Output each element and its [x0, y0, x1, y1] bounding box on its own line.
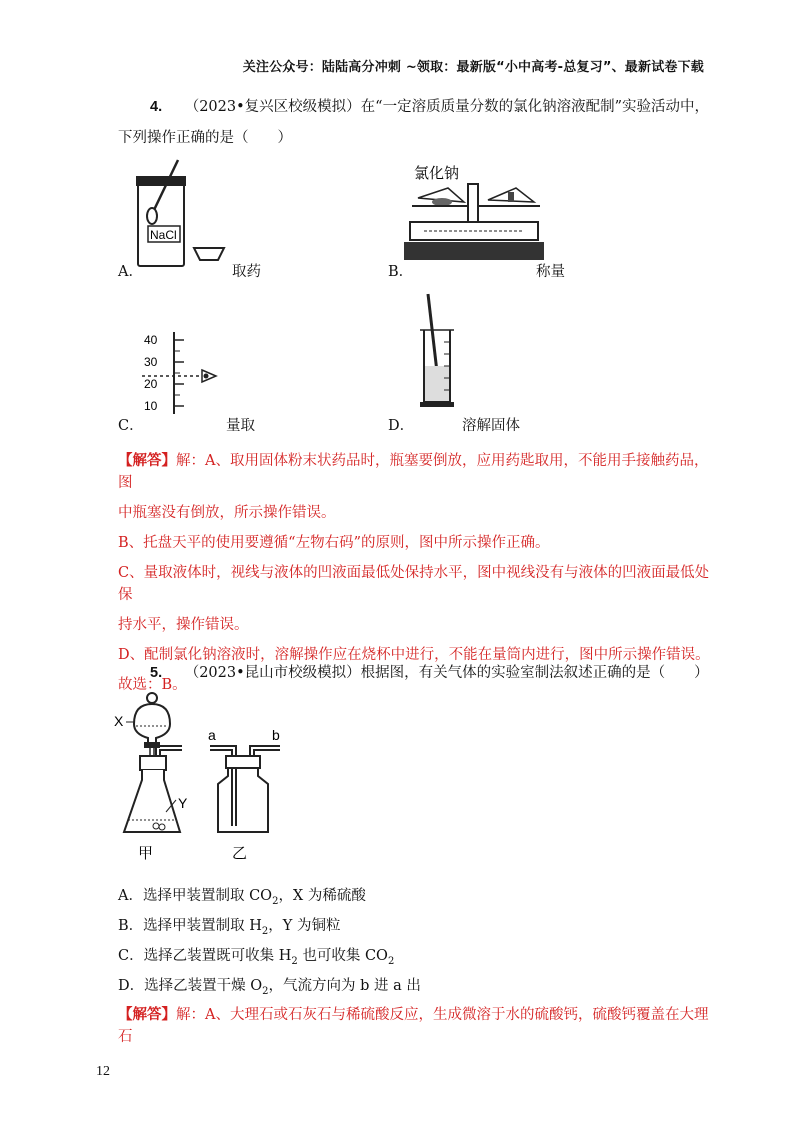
tick-label-20: 20: [144, 377, 158, 391]
bottle-neck: [136, 176, 186, 186]
q5-option-d: [118, 974, 421, 997]
option-text: C．选择乙装置既可收集 H: [118, 948, 292, 964]
q4-option-a-letter: A．: [118, 264, 143, 280]
separatory-funnel: [134, 704, 170, 746]
q5-stem-text: （2023•昆山市校级模拟）根据图，有关气体的实验室制法叙述正确的是（ ）: [184, 665, 709, 681]
option-text: B．选择甲装置制取 H: [118, 918, 262, 934]
a-label: a: [208, 727, 216, 743]
subscript: 2: [272, 895, 279, 907]
flask-stopper: [140, 756, 166, 770]
answer-line: 解：A、取用固体粉末状药品时，瓶塞要倒放，应用药匙取用，不能用手接触药品，图: [118, 453, 709, 491]
answer-line: 中瓶塞没有倒放，所示操作错误。: [118, 505, 336, 521]
conical-flask: [124, 770, 180, 832]
tick-label-40: 40: [144, 333, 158, 347]
option-text: ，X 为稀硫酸: [278, 888, 366, 904]
q4-number: 4.: [150, 99, 163, 115]
jia-label: 甲: [138, 845, 154, 862]
q5-stem: [150, 662, 709, 684]
eye-pupil: [204, 374, 209, 379]
q4-answer: [118, 450, 718, 696]
yi-label: 乙: [232, 845, 248, 862]
q4-option-d-caption: 溶解固体: [462, 418, 520, 434]
answer-line: 持水平，操作错误。: [118, 617, 249, 633]
option-text: 也可收集 CO: [297, 948, 388, 964]
q4-option-b-letter: B．: [388, 264, 414, 280]
q4-option-d-letter: D．: [388, 418, 415, 434]
q4-option-a-figure: [130, 152, 230, 270]
cylinder-base: [420, 402, 454, 407]
answer-line: C、量取液体时，视线与液体的凹液面最低处保持水平，图中视线没有与液体的凹液面最低处保: [118, 565, 710, 603]
q4-option-a-caption: 取药: [232, 264, 261, 280]
q4-option-b-caption: 称量: [536, 264, 565, 280]
page-header: 关注公众号：陆陆高分冲刺 ~领取：最新版“小中高考-总复习”、最新试卷下载: [242, 60, 704, 75]
subscript: 2: [262, 985, 269, 997]
answer-tag: 【解答】: [118, 452, 176, 469]
gas-bottle: [218, 768, 268, 832]
tick-label-30: 30: [144, 355, 158, 369]
solid-particle: [153, 823, 159, 829]
option-text: ，Y 为铜粒: [268, 918, 341, 934]
liquid: [425, 366, 449, 401]
q5-answer: [118, 1004, 718, 1048]
balance-base: [404, 242, 544, 260]
page-number: 12: [96, 1064, 110, 1079]
b-label: b: [272, 727, 280, 743]
answer-line: 解：A、大理石或石灰石与稀硫酸反应，生成微溶于水的硫酸钙，硫酸钙覆盖在大理石: [118, 1007, 709, 1045]
x-label: X: [114, 713, 124, 729]
q4-stem-line1: [150, 96, 709, 118]
subscript: 2: [261, 925, 269, 937]
solid-particle: [159, 824, 165, 830]
q5-figure: [110, 684, 300, 864]
q4-stem-line2: 下列操作正确的是（ ）: [118, 130, 292, 146]
y-label: Y: [178, 795, 188, 811]
subscript: 2: [387, 955, 395, 967]
q4-option-c-letter: C．: [118, 418, 144, 434]
option-text: D．选择乙装置干燥 O: [118, 978, 263, 994]
answer-line: D、配制氯化钠溶液时，溶解操作应在烧杯中进行，不能在量筒内进行，图中所示操作错误。: [118, 647, 710, 663]
sodium-chloride-label: 氯化钠: [414, 165, 460, 182]
option-text: ，气流方向为 b 进 a 出: [268, 978, 421, 994]
answer-line: 故选：B。: [118, 677, 187, 693]
q5-option-a: [118, 884, 366, 907]
q5-option-c: [118, 944, 394, 967]
tick-label-10: 10: [144, 399, 158, 413]
balance-pillar: [468, 184, 478, 224]
answer-tag: 【解答】: [118, 1006, 176, 1023]
subscript: 2: [291, 955, 298, 967]
answer-line: B、托盘天平的使用要遵循“左物右码”的原则，图中所示操作正确。: [118, 535, 550, 551]
q4-option-c-figure: [138, 328, 228, 418]
bottle-stopper: [226, 756, 260, 768]
q5-number: 5.: [150, 665, 163, 681]
nacl-label: NaCl: [150, 228, 177, 242]
q4-option-c-caption: 量取: [226, 418, 255, 434]
salt-pile: [432, 198, 452, 206]
option-text: A．选择甲装置制取 CO: [118, 888, 273, 904]
spoon-bowl: [147, 208, 157, 224]
q5-option-b: [118, 914, 340, 937]
weight: [508, 192, 514, 202]
q4-stem-text: （2023•复兴区校级模拟）在“一定溶质质量分数的氯化钠溶液配制”实验活动中，: [184, 99, 709, 115]
funnel-stopper: [147, 693, 157, 703]
q4-option-b-figure: [404, 158, 544, 268]
bottle-stopper: [194, 248, 224, 260]
q4-option-d-figure: [416, 290, 460, 414]
